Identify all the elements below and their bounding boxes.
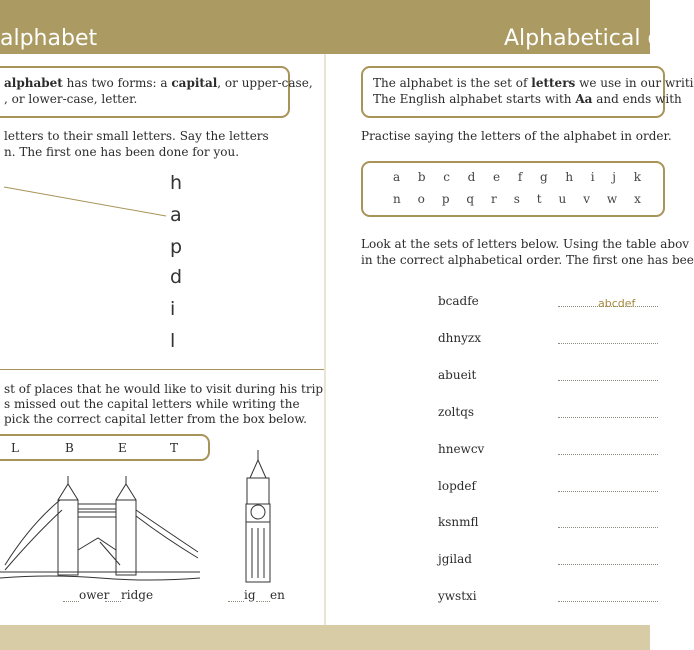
small-letter-h[interactable]: h <box>170 172 183 194</box>
answer-line-1[interactable]: abcdef <box>558 292 658 307</box>
left-intro-line1: alphabet has two forms: a capital, or upper-case, <box>4 76 313 90</box>
places-instruction-1: st of places that he would like to visit during his trip <box>4 382 324 396</box>
word-2: dhnyzx <box>438 331 482 345</box>
alphabet-letter: p <box>441 192 450 206</box>
capital-letters-box <box>0 434 210 461</box>
alphabet-letter: h <box>565 170 574 184</box>
answer-line-7[interactable] <box>558 513 658 528</box>
places-instruction-3: pick the correct capital letter from the box below. <box>4 412 307 426</box>
right-intro-line2: The English alphabet starts with Aa and ends with <box>373 92 682 106</box>
match-instruction-2: n. The first one has been done for you. <box>4 145 240 159</box>
word-6: lopdef <box>438 479 476 493</box>
answer-line-9[interactable] <box>558 587 658 602</box>
big-ben-illustration <box>240 448 276 588</box>
alphabet-letter: w <box>606 192 618 206</box>
match-instruction-1: letters to their small letters. Say the letters <box>4 129 269 143</box>
alphabet-letter: c <box>443 170 450 184</box>
alphabet-row-1 <box>393 170 641 184</box>
page-gutter <box>324 54 326 625</box>
alphabet-letter: x <box>634 192 641 206</box>
left-page-title: alphabet <box>0 26 98 51</box>
alphabet-row-2 <box>393 192 641 206</box>
practise-instruction: Practise saying the letters of the alphabet in order. <box>361 129 672 143</box>
word-4: zoltqs <box>438 405 475 419</box>
alphabet-letter: i <box>590 170 595 184</box>
word-7: ksnmfl <box>438 515 479 529</box>
answer-line-6[interactable] <box>558 477 658 492</box>
bridge-blank-1[interactable] <box>63 587 79 602</box>
section-divider <box>0 369 324 370</box>
answer-line-3[interactable] <box>558 366 658 381</box>
alphabet-letter: s <box>513 192 520 206</box>
small-letter-p[interactable]: p <box>170 236 183 258</box>
footer-band <box>0 625 650 650</box>
capital-letter-t: T <box>170 441 179 455</box>
small-letter-d[interactable]: d <box>170 266 183 288</box>
alphabet-letter: j <box>612 170 617 184</box>
alphabet-letter: r <box>491 192 497 206</box>
alphabet-letter: q <box>466 192 475 206</box>
ben-blank-1[interactable] <box>228 587 244 602</box>
bridge-blank-2[interactable] <box>105 587 121 602</box>
word-5: hnewcv <box>438 442 485 456</box>
ben-label-ig: ig <box>244 588 256 602</box>
alphabet-letter: n <box>393 192 401 206</box>
right-intro-line1: The alphabet is the set of letters we use in our writi <box>373 76 694 90</box>
alphabet-letter: k <box>633 170 641 184</box>
answer-line-2[interactable] <box>558 329 658 344</box>
alphabet-letter: a <box>393 170 401 184</box>
word-9: ywstxi <box>438 589 477 603</box>
alphabet-letter: b <box>417 170 426 184</box>
capital-letter-e: E <box>118 441 127 455</box>
order-instruction-1: Look at the sets of letters below. Using the table abov <box>361 237 690 251</box>
alphabet-letter: o <box>417 192 425 206</box>
alphabet-letter: t <box>536 192 542 206</box>
capital-letter-b: B <box>65 441 74 455</box>
left-intro-line2: , or lower-case, letter. <box>4 92 138 106</box>
word-1: bcadfe <box>438 294 479 308</box>
ben-label-en: en <box>270 588 285 602</box>
alphabet-letter: d <box>467 170 476 184</box>
right-page-title: Alphabetical o <box>504 26 661 51</box>
bridge-label-ridge: ridge <box>121 588 154 602</box>
small-letter-l[interactable]: l <box>170 330 176 352</box>
answer-line-4[interactable] <box>558 403 658 418</box>
matching-line <box>0 180 180 220</box>
alphabet-letter: g <box>539 170 548 184</box>
small-letter-i[interactable]: i <box>170 298 176 320</box>
word-8: jgilad <box>438 552 472 566</box>
order-instruction-2: in the correct alphabetical order. The first one has bee <box>361 253 694 267</box>
bridge-label-ower: ower <box>79 588 110 602</box>
places-instruction-2: s missed out the capital letters while writing the <box>4 397 300 411</box>
ben-blank-2[interactable] <box>256 587 270 602</box>
word-3: abueit <box>438 368 477 382</box>
alphabet-letter: u <box>558 192 567 206</box>
alphabet-letter: f <box>517 170 523 184</box>
capital-letter-l: L <box>11 441 19 455</box>
tower-bridge-illustration <box>0 470 205 585</box>
alphabet-letter: e <box>493 170 501 184</box>
answer-line-5[interactable] <box>558 440 658 455</box>
small-letter-a[interactable]: a <box>170 204 182 226</box>
answer-line-8[interactable] <box>558 550 658 565</box>
alphabet-letter: v <box>583 192 590 206</box>
